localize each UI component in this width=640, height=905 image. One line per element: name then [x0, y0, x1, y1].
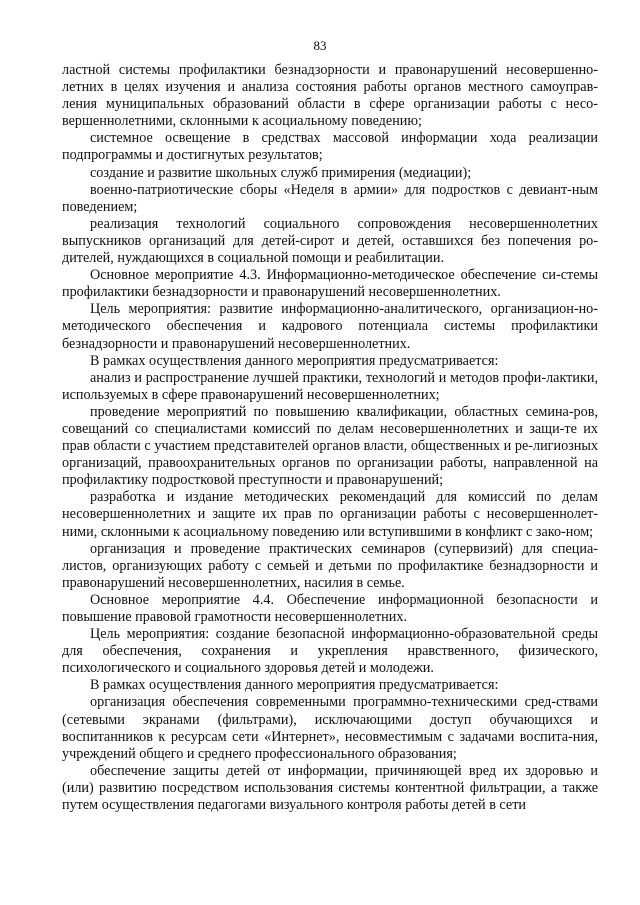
paragraph: создание и развитие школьных служб примирения (медиации); [90, 164, 472, 181]
paragraph: военно-патриотические сборы «Неделя в армии» для подростков с девиант-ным поведением; [62, 181, 598, 215]
paragraph: В рамках осуществления данного мероприятия предусматривается: [90, 677, 499, 694]
paragraph: ластной системы профилактики безнадзорности и правонарушений несовершенно-летних в целях изучения и анализа состояния работы органов местного самоуправ-ления муниципальных образований области в сфере организации работы с несо-вершеннолетними, склонными к асоциальному поведению; [62, 62, 598, 130]
body-text [62, 62, 598, 814]
paragraph: реализация технологий социального сопровождения несовершеннолетних выпускников организаций для детей-сирот и детей, оставшихся без попечения ро-дителей, нуждающихся в социальной помощи и реабилитации. [62, 215, 598, 267]
paragraph: Цель мероприятия: создание безопасной информационно-образовательной среды для обеспечения, сохранения и укрепления нравственного, физического, психологического и социального здоровья детей и молодежи. [62, 626, 598, 677]
paragraph: Основное мероприятие 4.3. Информационно-методическое обеспечение си-стемы профилактики безнадзорности и правонарушений несовершеннолетних. [62, 267, 598, 301]
paragraph: организация и проведение практических семинаров (супервизий) для специа-листов, организующих работу с семьей и детьми по профилактике безнадзорности и правонарушений несовершеннолетних, насилия в семье. [62, 540, 598, 591]
paragraph: Цель мероприятия: развитие информационно-аналитического, организацион-но-методического обеспечения и кадрового потенциала системы профилактики безнадзорности и правонарушений несовершеннолетних. [62, 301, 598, 352]
paragraph: обеспечение защиты детей от информации, причиняющей вред их здоровью и (или) развитию посредством использования системы контентной фильтрации, а также путем осуществления педагогами визуального контроля работы детей в сети [62, 762, 598, 814]
paragraph: разработка и издание методических рекомендаций для комиссий по делам несовершеннолетних и защите их прав по организации работы с несовершеннолет-ними, склонными к асоциальному поведению или вступившими в конфликт с зако-ном; [62, 489, 598, 540]
paragraph: проведение мероприятий по повышению квалификации, областных семина-ров, совещаний со специалистами комиссий по делам несовершеннолетних и защи-те их прав области с участием представителей органов власти, общественных и ре-лигиозных организаций, правоохранительных органов по организации работы, направленной на профилактику подростковой преступности и правонарушений; [62, 403, 598, 489]
paragraph: системное освещение в средствах массовой информации хода реализации подпрограммы и достигнутых результатов; [62, 130, 598, 164]
paragraph: анализ и распространение лучшей практики, технологий и методов профи-лактики, используемых в сфере правонарушений несовершеннолетних; [62, 369, 598, 403]
paragraph: организация обеспечения современными программно-техническими сред-ствами (сетевыми экранами (фильтрами), исключающими доступ обучающихся и воспитанников к ресурсам сети «Интернет», несовместимым с задачами воспита-ния, учреждений общего и среднего профессионального образования; [62, 694, 598, 762]
page-number: 83 [313, 38, 327, 53]
paragraph: В рамках осуществления данного мероприятия предусматривается: [90, 352, 499, 369]
paragraph: Основное мероприятие 4.4. Обеспечение информационной безопасности и повышение правовой грамотности несовершеннолетних. [62, 591, 598, 625]
